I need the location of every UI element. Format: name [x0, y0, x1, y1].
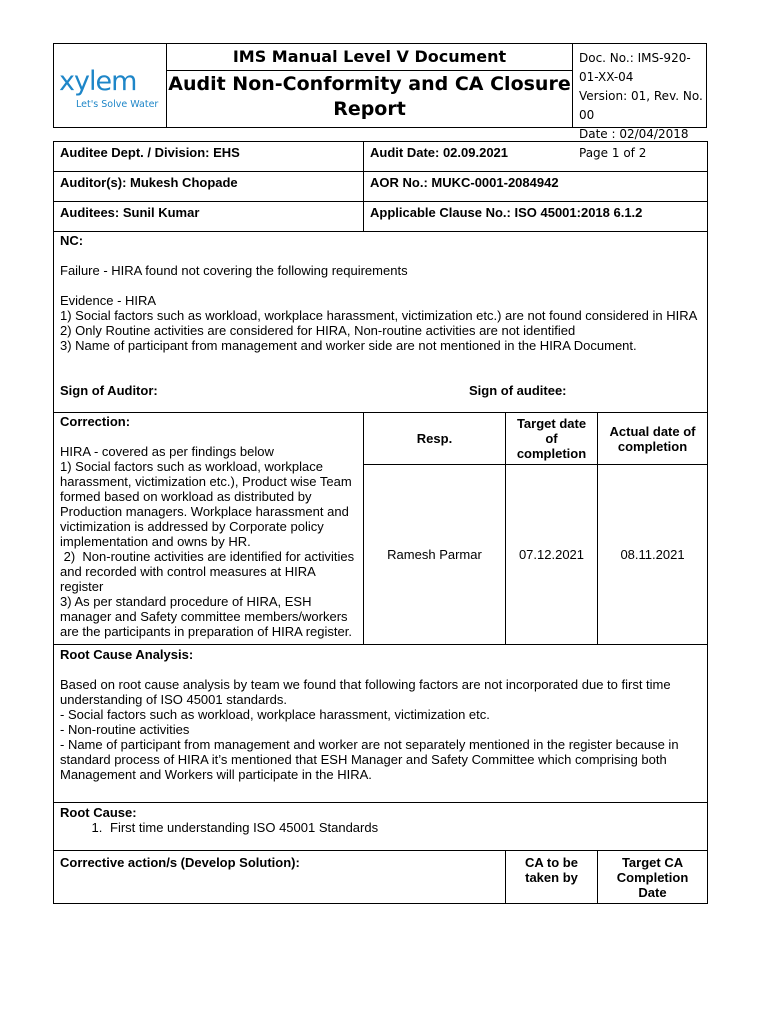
responsible-person: Ramesh Parmar: [364, 465, 506, 645]
correction-section: [54, 413, 364, 645]
nc-evidence-title: Evidence - HIRA: [60, 293, 157, 308]
nc-evidence-item: 3) Name of participant from management and worker side are not mentioned in the HIRA Document.: [60, 338, 637, 353]
correction-label: Correction:: [60, 414, 131, 429]
table-row: [54, 202, 708, 232]
level-title: IMS Manual Level V Document: [167, 44, 572, 71]
correction-intro: HIRA - covered as per findings below: [60, 444, 274, 459]
table-row: [54, 645, 708, 803]
col-resp: Resp.: [364, 413, 506, 465]
table-row: [54, 232, 708, 413]
aor-number: AOR No.: MUKC-0001-2084942: [364, 172, 708, 202]
report-title: Audit Non-Conformity and CA Closure Report: [168, 73, 571, 120]
audit-date: Audit Date: 02.09.2021: [364, 142, 708, 172]
root-cause-list: [60, 820, 701, 835]
col-ca-taken-by: CA to be taken by: [506, 851, 598, 904]
version: Version: 01, Rev. No. 00: [579, 89, 703, 122]
company-logo: [54, 44, 167, 127]
table-row: [54, 172, 708, 202]
doc-number: Doc. No.: IMS-920-01-XX-04: [579, 51, 691, 84]
target-date-value: 07.12.2021: [506, 465, 598, 645]
root-cause-analysis: [54, 645, 708, 803]
corrective-action-label: Corrective action/s (Develop Solution):: [54, 851, 506, 904]
header-titles: [167, 44, 573, 127]
sign-of-auditee: Sign of auditee:: [469, 383, 567, 398]
doc-date: Date : 02/04/2018: [579, 127, 689, 141]
auditee-dept: Auditee Dept. / Division: EHS: [54, 142, 364, 172]
correction-item: 3) As per standard procedure of HIRA, ESH manager and Safety committee members/workers are the participants in preparation of HIRA register.: [60, 594, 352, 639]
logo-tagline: Let's Solve Water: [76, 99, 159, 110]
actual-date-value: 08.11.2021: [598, 465, 708, 645]
nc-evidence-item: 2) Only Routine activities are considered for HIRA, Non-routine activities are not identified: [60, 323, 576, 338]
rca-point: - Name of participant from management and worker are not separately mentioned in the register because in standard process of HIRA it’s mentioned that ESH Manager and Safety Committee which comprising both Management and Workers will participate in the HIRA.: [60, 737, 679, 782]
rca-point: - Social factors such as workload, workplace harassment, victimization etc.: [60, 707, 490, 722]
rca-label: Root Cause Analysis:: [60, 647, 194, 662]
table-row: [54, 803, 708, 851]
table-row: [54, 851, 708, 904]
col-target-date: Target date of completion: [506, 413, 598, 465]
root-cause: [54, 803, 708, 851]
table-row: [54, 413, 708, 465]
auditees: Auditees: Sunil Kumar: [54, 202, 364, 232]
root-cause-label: Root Cause:: [60, 805, 137, 820]
nc-failure: Failure - HIRA found not covering the following requirements: [60, 263, 408, 278]
nc-label: NC:: [60, 233, 84, 248]
page-number: Page 1 of 2: [579, 146, 647, 160]
col-target-ca-date: Target CA Completion Date: [598, 851, 708, 904]
audit-report-table: [53, 141, 708, 904]
logo-wordmark: xylem: [59, 66, 137, 97]
correction-item: 1) Social factors such as workload, workplace harassment, victimization etc.), Product wise Team formed based on workload as distributed by Production managers. Workplace harassment and victimization is addressed by Corporate policy implementation and owns by HR.: [60, 459, 352, 549]
nc-evidence-item: 1) Social factors such as workload, workplace harassment, victimization etc.) are not found considered in HIRA: [60, 308, 698, 323]
rca-point: - Non-routine activities: [60, 722, 190, 737]
table-row: [54, 142, 708, 172]
list-item: 1. First time understanding ISO 45001 Standards: [106, 820, 701, 835]
sign-of-auditor: Sign of Auditor:: [60, 383, 158, 398]
correction-item: 2) Non-routine activities are identified for activities and recorded with control measures at HIRA register: [60, 549, 358, 594]
rca-intro: Based on root cause analysis by team we found that following factors are not incorporated due to first time understanding of ISO 45001 standards.: [60, 677, 671, 707]
auditor: Auditor(s): Mukesh Chopade: [54, 172, 364, 202]
col-actual-date: Actual date of completion: [598, 413, 708, 465]
applicable-clause: Applicable Clause No.: ISO 45001:2018 6.1.2: [364, 202, 708, 232]
nc-section: [54, 232, 708, 413]
